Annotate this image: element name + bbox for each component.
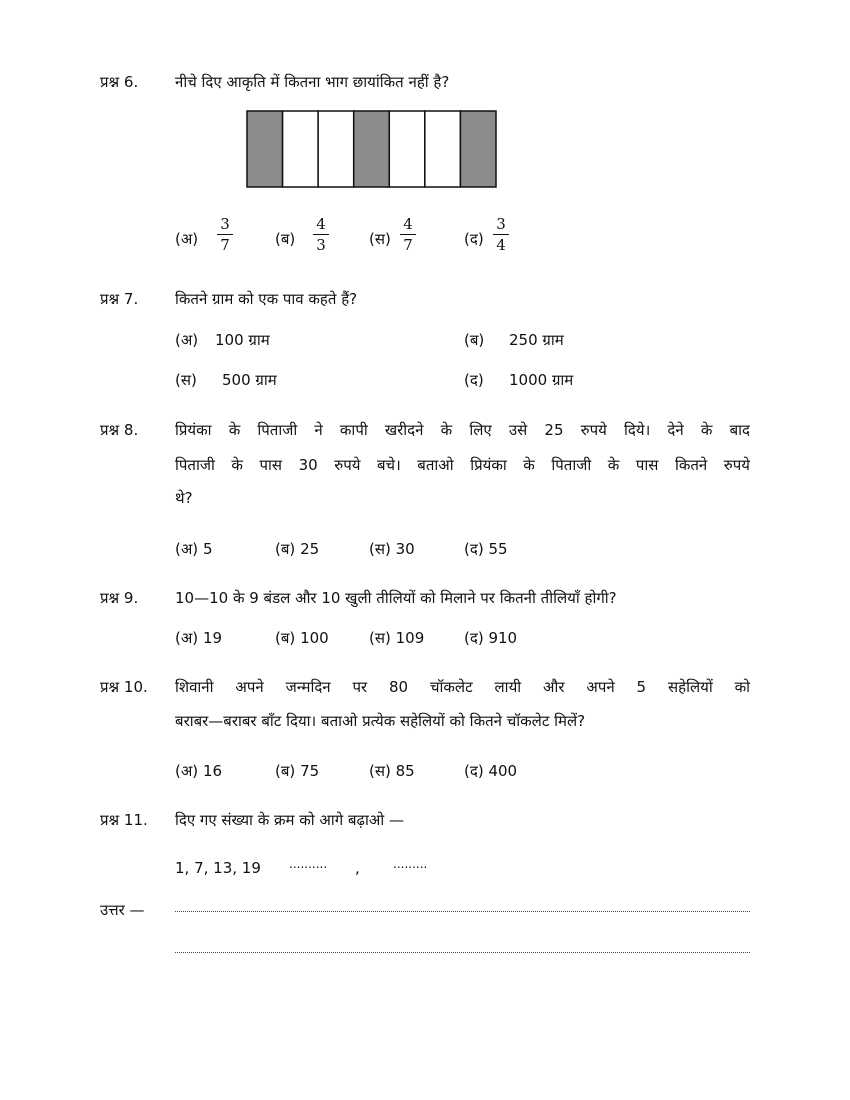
q9-text: 10—10 के 9 बंडल और 10 खुली तीलियों को मिलाने पर कितनी तीलियाँ होगी?	[175, 589, 617, 607]
answer-line-2	[175, 952, 750, 953]
unshaded-cell	[283, 111, 319, 187]
q11-blank-2: .........	[393, 857, 428, 871]
q6-option-a-tag: (अ)	[175, 230, 199, 248]
q7-label: प्रश्न 7.	[100, 290, 139, 308]
q11-text: दिए गए संख्या के क्रम को आगे बढ़ाओ —	[175, 811, 404, 829]
q11-label: प्रश्न 11.	[100, 811, 148, 829]
q8-text-line-1: प्रियंका के पिताजी ने कापी खरीदने के लिए उसे 25 रुपये दिये। देने के बाद	[175, 421, 750, 439]
q6-option-c-tag: (स)	[369, 230, 391, 248]
q6-option-b-tag: (ब)	[275, 230, 296, 248]
q7-option-c-tag: (स)	[175, 371, 197, 389]
q9-option-b-tag: (ब)	[275, 629, 296, 647]
q9-option-a-value: 19	[202, 629, 223, 647]
q6-option-a-fraction	[217, 215, 233, 254]
answer-line-1	[175, 911, 750, 912]
q8-label: प्रश्न 8.	[100, 421, 139, 439]
q10-label: प्रश्न 10.	[100, 678, 148, 696]
q10-option-b-tag: (ब)	[275, 762, 296, 780]
q7-option-b-tag: (ब)	[464, 331, 485, 349]
shaded-cell	[247, 111, 283, 187]
q11-sequence: 1, 7, 13, 19	[175, 859, 261, 877]
q10-option-c-value: 85	[395, 762, 415, 780]
q6-option-b-fraction	[313, 215, 329, 254]
q10-option-c	[369, 761, 415, 781]
q6-option-b-numerator: 4	[316, 215, 326, 233]
q9-option-a-tag: (अ)	[175, 629, 199, 647]
q6-text: नीचे दिए आकृति में कितना भाग छायांकित नहीं है?	[175, 73, 450, 91]
q10-text-line-1: शिवानी अपने जन्मदिन पर 80 चॉकलेट लायी और अपने 5 सहेलियों को	[175, 678, 750, 696]
q7-option-d-tag: (द)	[464, 371, 484, 389]
q8-option-b	[275, 539, 319, 559]
q10-option-a-value: 16	[202, 762, 223, 780]
shaded-cell	[460, 111, 496, 187]
q11-comma: ,	[355, 859, 360, 877]
q8-option-a	[175, 539, 213, 559]
q11-blank-1: ..........	[289, 857, 328, 871]
shaded-cell	[354, 111, 390, 187]
q9-option-b	[275, 628, 329, 648]
q10-option-b-value: 75	[300, 762, 320, 780]
q9-option-c	[369, 628, 424, 648]
q8-option-d-value: 55	[488, 540, 508, 558]
q7-text: कितने ग्राम को एक पाव कहते हैं?	[175, 290, 358, 308]
q6-option-d-denominator: 4	[496, 236, 506, 254]
q7-option-b-value: 250 ग्राम	[509, 331, 564, 349]
q6-option-b-denominator: 3	[316, 236, 326, 254]
q6-option-c-fraction	[400, 215, 416, 254]
unshaded-cell	[425, 111, 461, 187]
unshaded-cell	[318, 111, 354, 187]
shaded-strip-figure	[246, 110, 497, 188]
q8-option-d-tag: (द)	[464, 540, 484, 558]
q6-option-d-fraction	[493, 215, 509, 254]
q10-option-d	[464, 761, 517, 781]
q6-option-d-numerator: 3	[496, 215, 506, 233]
q10-option-d-tag: (द)	[464, 762, 484, 780]
q6-option-c-denominator: 7	[403, 236, 413, 254]
q6-option-a-denominator: 7	[220, 236, 230, 254]
q9-option-c-value: 109	[395, 629, 425, 647]
q8-option-d	[464, 539, 508, 559]
q9-option-d	[464, 628, 517, 648]
answer-label: उत्तर —	[100, 901, 145, 919]
q10-option-b	[275, 761, 319, 781]
q8-option-b-tag: (ब)	[275, 540, 296, 558]
q7-option-c-value: 500 ग्राम	[222, 371, 277, 389]
q9-label: प्रश्न 9.	[100, 589, 139, 607]
q8-option-b-value: 25	[300, 540, 320, 558]
q9-option-a	[175, 628, 222, 648]
q8-text-line-3: थे?	[175, 489, 193, 507]
q10-option-d-value: 400	[488, 762, 518, 780]
q8-option-c-value: 30	[395, 540, 415, 558]
q10-option-c-tag: (स)	[369, 762, 391, 780]
q9-option-c-tag: (स)	[369, 629, 391, 647]
q8-option-a-tag: (अ)	[175, 540, 199, 558]
q8-text-line-2: पिताजी के पास 30 रुपये बचे। बताओ प्रियंका के पिताजी के पास कितने रुपये	[175, 456, 750, 474]
q9-option-d-tag: (द)	[464, 629, 484, 647]
q7-option-a-tag: (अ)	[175, 331, 199, 349]
q10-text-line-2: बराबर—बराबर बाँट दिया। बताओ प्रत्येक सहेलियों को कितने चॉकलेट मिलें?	[175, 712, 586, 730]
q9-option-d-value: 910	[488, 629, 518, 647]
q6-option-a-numerator: 3	[220, 215, 230, 233]
q6-label: प्रश्न 6.	[100, 73, 139, 91]
q6-option-d-tag: (द)	[464, 230, 484, 248]
q7-option-d-value: 1000 ग्राम	[509, 371, 574, 389]
unshaded-cell	[389, 111, 425, 187]
q8-option-c-tag: (स)	[369, 540, 391, 558]
q9-option-b-value: 100	[300, 629, 329, 647]
q7-option-a-value: 100 ग्राम	[215, 331, 270, 349]
q6-option-c-numerator: 4	[403, 215, 413, 233]
q8-option-a-value: 5	[202, 540, 213, 558]
q10-option-a	[175, 761, 222, 781]
q10-option-a-tag: (अ)	[175, 762, 199, 780]
q8-option-c	[369, 539, 415, 559]
